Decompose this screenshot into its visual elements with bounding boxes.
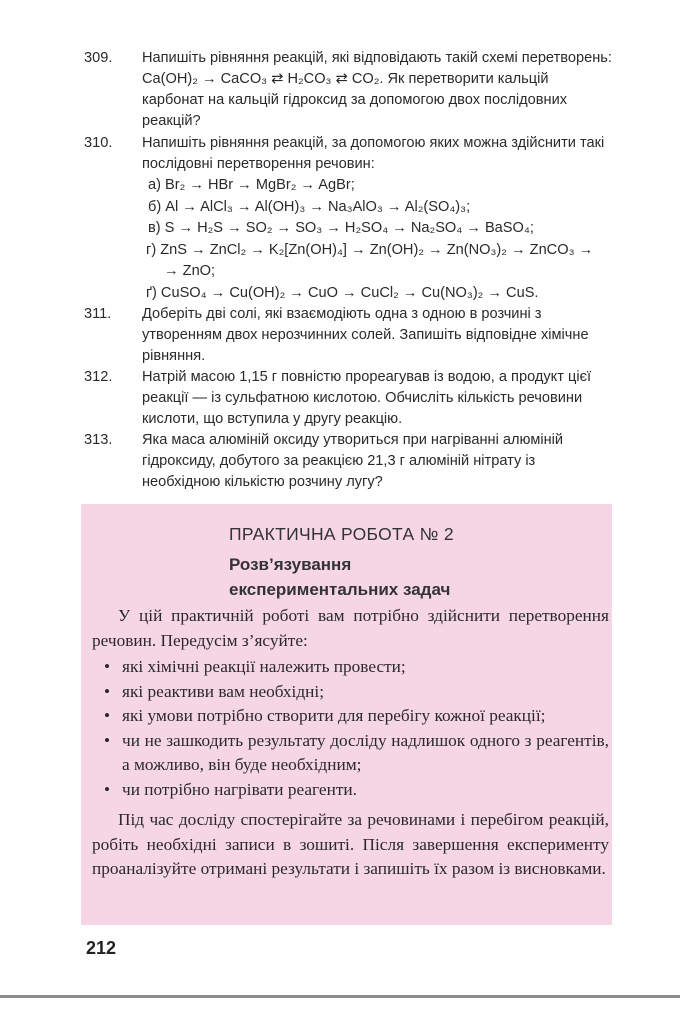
exercise-list — [84, 48, 614, 493]
chain-v: в) S → H₂S → SO₂ → SO₃ → H₂SO₄ → Na₂SO₄ → BaSO₄; — [148, 220, 534, 236]
checklist-item: • які умови потрібно створити для перебігу кожної реакції; — [92, 704, 609, 729]
subtitle-line-1: Розв’язування — [229, 555, 352, 574]
checklist-item: • чи потрібно нагрівати реагенти. — [92, 778, 609, 803]
transformation-chains — [84, 175, 614, 304]
checklist-item: • чи не зашкодить результату досліду надлишок одного з реагентів, а можливо, він буде необхідним; — [104, 730, 609, 774]
bullet-icon: • — [104, 657, 111, 676]
exercise-number: 313. — [84, 432, 113, 448]
exercise-text: Напишіть рівняння реакцій, які відповідають такій схемі перетворень: Ca(OH)₂ → CaCO₃ ⇄ H₂CO₃ ⇄ CO₂. Як перетворити кальцій карбонат на кальцій гідроксид за допомогою двох послідовних реакцій? — [142, 50, 612, 129]
exercise-number: 312. — [84, 369, 113, 385]
practical-work-box — [81, 504, 612, 925]
exercise-310 — [84, 133, 614, 175]
page-number: 212 — [86, 938, 117, 958]
checklist-item: • які реактиви вам необхідні; — [92, 680, 609, 705]
exercise-text: Напишіть рівняння реакцій, за допомогою яких можна здійснити такі послідовні перетворення речовин: — [142, 135, 605, 172]
practical-title: ПРАКТИЧНА РОБОТА № 2 — [229, 524, 454, 544]
exercise-number: 311. — [84, 306, 112, 322]
exercise-text: Доберіть дві солі, які взаємодіють одна з одною в розчині з утворенням двох нерозчинних солей. Запишіть відповідне хімічне рівняння. — [142, 306, 589, 364]
practical-intro: У цій практичній роботі вам потрібно здійснити перетворення речовин. Передусім з’ясуйте: — [92, 606, 609, 650]
bullet-icon: • — [104, 730, 111, 750]
exercise-number: 310. — [84, 135, 113, 151]
exercise-309 — [84, 48, 614, 132]
checklist — [92, 655, 609, 802]
chain-g: г) ZnS → ZnCl₂ → K₂[Zn(OH)₄] → Zn(OH)₂ → Zn(NO₃)₂ → ZnCO₃ → — [146, 241, 594, 258]
subtitle-line-2: експериментальних задач — [229, 580, 451, 599]
exercise-text: Яка маса алюміній оксиду утвориться при нагріванні алюміній гідроксиду, добутого за реакцією 21,3 г алюміній нітрату із необхідною кількістю розчину лугу? — [142, 432, 564, 490]
chain-g-continued: → ZnO; — [164, 263, 216, 279]
chain-g-prime: ґ) CuSO₄ → Cu(OH)₂ → CuO → CuCl₂ → Cu(NO₃)₂ → CuS. — [146, 284, 539, 301]
exercise-313 — [84, 430, 614, 493]
practical-closing: Під час досліду спостерігайте за речовинами і перебігом реакцій, робіть необхідні записи в зошиті. Після завершення експерименту проаналізуйте отримані результати і запишіть їх разом із висновками. — [92, 810, 609, 878]
chain-b: б) Al → AlCl₃ → Al(OH)₃ → Na₃AlO₃ → Al₂(SO₄)₃; — [148, 198, 471, 215]
bullet-icon: • — [104, 706, 111, 725]
chain-a: а) Br₂ → HBr → MgBr₂ → AgBr; — [148, 177, 355, 193]
exercise-text: Натрій масою 1,15 г повністю прореагував із водою, а продукт цієї реакції — із сульфатною кислотою. Обчисліть кількість речовини кислоти, що вступила у другу реакцію. — [142, 369, 592, 427]
footer-divider — [0, 995, 680, 998]
exercise-number: 309. — [84, 50, 113, 66]
bullet-icon: • — [104, 681, 111, 701]
practical-body — [92, 604, 609, 882]
checklist-item: • які хімічні реакції належить провести; — [92, 655, 609, 680]
practical-subtitle — [229, 552, 450, 602]
exercise-312 — [84, 367, 614, 430]
bullet-icon: • — [104, 779, 111, 799]
exercise-311 — [84, 304, 614, 367]
